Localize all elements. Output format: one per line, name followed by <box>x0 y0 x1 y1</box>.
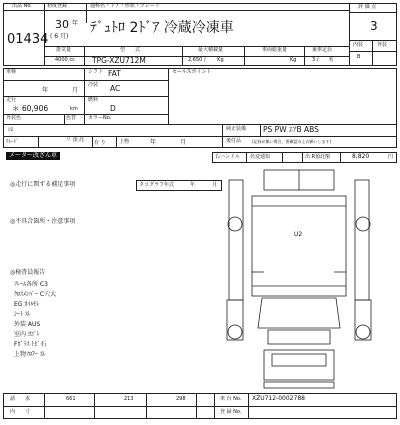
truck-right-body <box>355 180 369 300</box>
report-line: 外装 AUS <box>14 321 41 328</box>
aircon-label: 冷装 <box>88 82 99 88</box>
report-line: ｼｰﾄ ｽﾚ <box>14 311 31 318</box>
exterior-color-label: 外装色 <box>6 115 22 121</box>
score-value: 3 <box>370 19 378 33</box>
grade-label: ｸﾚｰﾄﾞ <box>6 139 19 145</box>
mileage-label: 走行 <box>6 97 17 103</box>
year-unit: 年 <box>72 20 79 27</box>
handle-label: 右ハンドル <box>215 154 241 160</box>
fuel-label: 燃料 <box>88 97 99 103</box>
lot-label: 出品 No. <box>12 3 32 9</box>
report-line: 上物ﾌﾛｱｰ ｽﾚ <box>14 351 46 358</box>
recycle-unit: 有 り <box>94 140 106 146</box>
load-value: 2,650 / Kg <box>188 57 224 63</box>
claim-label: 請 求 <box>10 396 31 402</box>
truck-front-view <box>264 350 334 380</box>
claim-b: 298 <box>176 396 186 402</box>
month-value: ( 6 月) <box>50 33 69 40</box>
interior-grade: B <box>357 54 361 60</box>
year-value: 30 <box>55 18 69 31</box>
tacho-year: 年 <box>190 182 196 188</box>
gross-label: 車両総重量 <box>262 47 288 53</box>
meter-tampered-tag: メーター改ざん車 <box>6 152 60 160</box>
travel-title: ◎走行に関する補足事項 <box>10 181 76 188</box>
truck-top-body <box>252 196 346 296</box>
claim-no: 661 <box>66 396 76 402</box>
seats-value: 3 / 名 <box>312 57 334 63</box>
r-unit: 円 <box>388 154 394 160</box>
inspection-year: 年 <box>42 87 49 94</box>
mileage-value: ＊ 60,906 <box>12 104 49 113</box>
model-value: TPG-XZU712M <box>92 56 146 65</box>
truck-right-cab <box>355 300 371 340</box>
loading-year: 年 <box>150 139 157 146</box>
sales-point-label: セールスポイント <box>172 69 212 75</box>
loading-month: 月 <box>180 139 187 146</box>
truck-top-cab <box>258 298 340 328</box>
truck-right-wheel-front <box>356 325 370 339</box>
claim-a: 213 <box>124 396 134 402</box>
equipment-value: PS PW ｴｱB ABS <box>263 125 319 134</box>
recycle-label: リ 預 託 <box>66 137 85 143</box>
lot-number: 01434 <box>7 32 49 47</box>
inner-label: 内 寸 <box>10 409 31 415</box>
aftermarket-note: (記録が無い場合、要確認の上お願いします) <box>252 139 332 144</box>
truck-left-body <box>229 180 243 300</box>
gross-unit: Kg <box>290 57 297 63</box>
inspection-month: 月 <box>72 87 79 94</box>
chassis-label: 車 台 No. <box>220 396 242 402</box>
report-list <box>14 280 174 360</box>
shift-label: シフト <box>88 69 104 75</box>
model-label: 型 式 <box>120 47 141 53</box>
damage-mark-u2: U2 <box>294 231 303 238</box>
chassis-value: XZU712-0002788 <box>252 395 305 402</box>
report-line: 室内 ﾖｺﾞﾚ <box>14 331 40 338</box>
exterior-label: 外装 <box>377 42 388 48</box>
report-line: Fｶﾞﾗｽ ﾄﾋﾞ石 <box>14 341 47 348</box>
aircon-value: AC <box>110 84 121 93</box>
shift-value: FAT <box>108 69 121 78</box>
equipment-label: 純正装備 <box>226 126 247 132</box>
interior-label: 内装 <box>353 42 364 48</box>
truck-right-wheel-rear <box>356 217 370 231</box>
exterior-color-value: ｼﾛ <box>8 127 14 133</box>
car-name: ﾃﾞｭﾄﾛ 2ﾄﾞｱ 冷蔵冷凍車 <box>90 20 234 36</box>
cc-label: 排気量 <box>56 47 72 53</box>
color-no-label: カラーNo. <box>88 115 112 121</box>
inspection-label: 車検 <box>6 69 17 75</box>
seats-label: 乗車定員 <box>312 47 333 53</box>
first-reg-label: 初度登録 <box>47 3 68 9</box>
truck-left-wheel-front <box>228 325 242 339</box>
fuel-value: D <box>110 104 116 113</box>
color-label: 色替 <box>66 115 77 121</box>
load-label: 最大積載量 <box>198 47 224 53</box>
notice-label: 名変通知 <box>250 154 271 160</box>
tacho-month: 月 <box>212 182 218 188</box>
tacho-label: タコグラフ年式 <box>139 182 175 188</box>
mileage-unit: km <box>70 106 78 112</box>
r-value: 8,820 <box>352 153 370 160</box>
truck-left-cab <box>227 300 243 340</box>
truck-left-wheel-rear <box>228 217 242 231</box>
report-line: EG ｵｲﾙﾓﾚ <box>14 301 40 308</box>
report-line: ﾌﾚｰﾑ各所 C3 <box>14 281 48 288</box>
report-title: ◎検査員報告 <box>10 269 46 276</box>
truck-diagram <box>224 168 374 393</box>
reg-label: 登 録 No. <box>220 409 242 415</box>
cc-value: 4000 cc <box>55 57 75 63</box>
r-label: 出 R預託額 <box>305 154 331 160</box>
loading-label: 上物 <box>119 139 130 145</box>
report-line: ｸﾛｽﾒﾝﾊﾞｰ C穴大 <box>14 291 57 298</box>
score-label: 評 価 点 <box>358 4 377 10</box>
defect-title: ◎不具合箇所・注意事項 <box>10 218 76 225</box>
type-label: 通称名・ドア・形状・グレード <box>90 3 160 9</box>
aftermarket-label: 後付品 <box>226 138 242 144</box>
